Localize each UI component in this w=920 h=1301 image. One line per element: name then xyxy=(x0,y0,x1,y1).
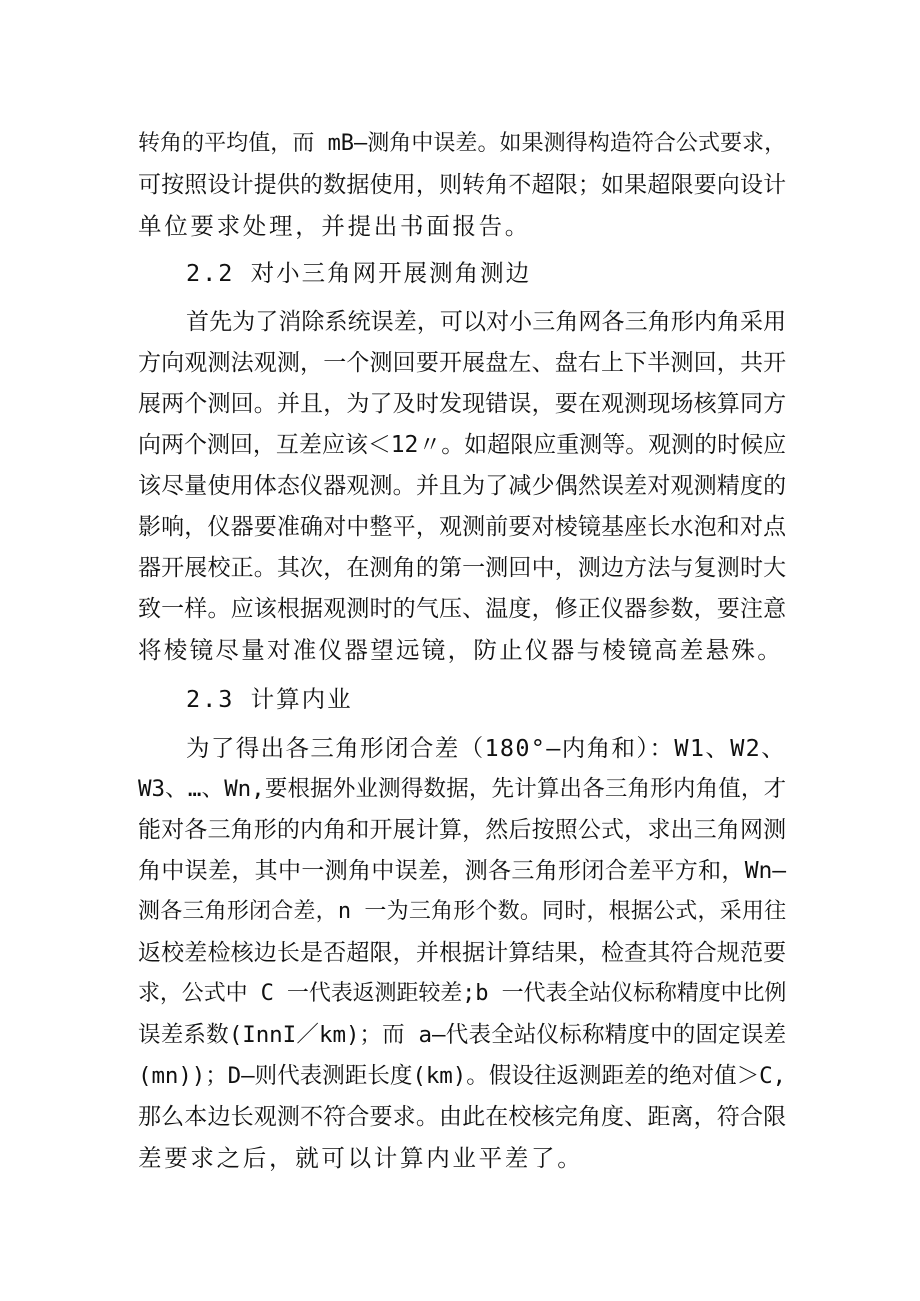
paragraph-1-line-3: 单位要求处理，并提出书面报告。 xyxy=(138,212,531,240)
paragraph-3-line-10: 那么本边长观测不符合要求。由此在校核完角度、距离，符合限 xyxy=(138,1104,786,1130)
paragraph-2-line-8: 致一样。应该根据观测时的气压、温度，修正仪器参数，要注意 xyxy=(138,596,786,622)
paragraph-2-line-4: 向两个测回，互差应该＜12〃。如超限应重测等。观测的时候应 xyxy=(138,432,786,458)
paragraph-3-line-2: W3、…、Wn,要根据外业测得数据，先计算出各三角形内角值，才 xyxy=(138,776,786,802)
paragraph-2-line-5: 该尽量使用体态仪器观测。并且为了减少偶然误差对观测精度的 xyxy=(138,473,786,499)
paragraph-2-line-9: 将棱镜尽量对准仪器望远镜，防止仪器与棱镜高差悬殊。 xyxy=(138,636,783,664)
paragraph-3-line-5: 测各三角形闭合差，n 一为三角形个数。同时，根据公式，采用往 xyxy=(138,899,786,924)
paragraph-3-line-3: 能对各三角形的内角和开展计算，然后按照公式，求出三角网测 xyxy=(138,817,786,843)
paragraph-3-line-7: 求，公式中 C 一代表返测距较差;b 一代表全站仪标称精度中比例 xyxy=(138,981,787,1006)
paragraph-3-line-1: 为了得出各三角形闭合差（180°—内角和）：W1、W2、 xyxy=(186,734,786,762)
paragraph-1-line-1: 转角的平均值，而 mB—测角中误差。如果测得构造符合公式要求， xyxy=(138,131,786,156)
paragraph-3-line-9: (mn))；D—则代表测距长度(km)。假设往返测距差的绝对值＞C, xyxy=(138,1063,786,1089)
paragraph-3-line-11: 差要求之后，就可以计算内业平差了。 xyxy=(138,1144,584,1172)
paragraph-3-line-8: 误差系数(InnI／km)；而 a—代表全站仪标称精度中的固定误差 xyxy=(138,1022,786,1048)
paragraph-2-line-3: 展两个测回。并且，为了及时发现错误，要在观测现场核算同方 xyxy=(138,391,786,417)
paragraph-2-line-6: 影响，仪器要准确对中整平，观测前要对棱镜基座长水泡和对点 xyxy=(138,514,786,540)
paragraph-3-line-4: 角中误差，其中一测角中误差，测各三角形闭合差平方和，Wn— xyxy=(138,858,786,884)
section-heading-2-3: 2.3 计算内业 xyxy=(186,685,353,713)
section-heading-2-2: 2.2 对小三角网开展测角测边 xyxy=(186,259,532,287)
paragraph-1-line-2: 可按照设计提供的数据使用，则转角不超限；如果超限要向设计 xyxy=(138,172,786,198)
paragraph-2-line-2: 方向观测法观测，一个测回要开展盘左、盘右上下半测回，共开 xyxy=(138,350,786,376)
paragraph-3-line-6: 返校差检核边长是否超限，并根据计算结果，检查其符合规范要 xyxy=(138,940,786,966)
paragraph-2-line-1: 首先为了消除系统误差，可以对小三角网各三角形内角采用 xyxy=(186,309,786,335)
paragraph-2-line-7: 器开展校正。其次，在测角的第一测回中，测边方法与复测时大 xyxy=(138,555,786,581)
